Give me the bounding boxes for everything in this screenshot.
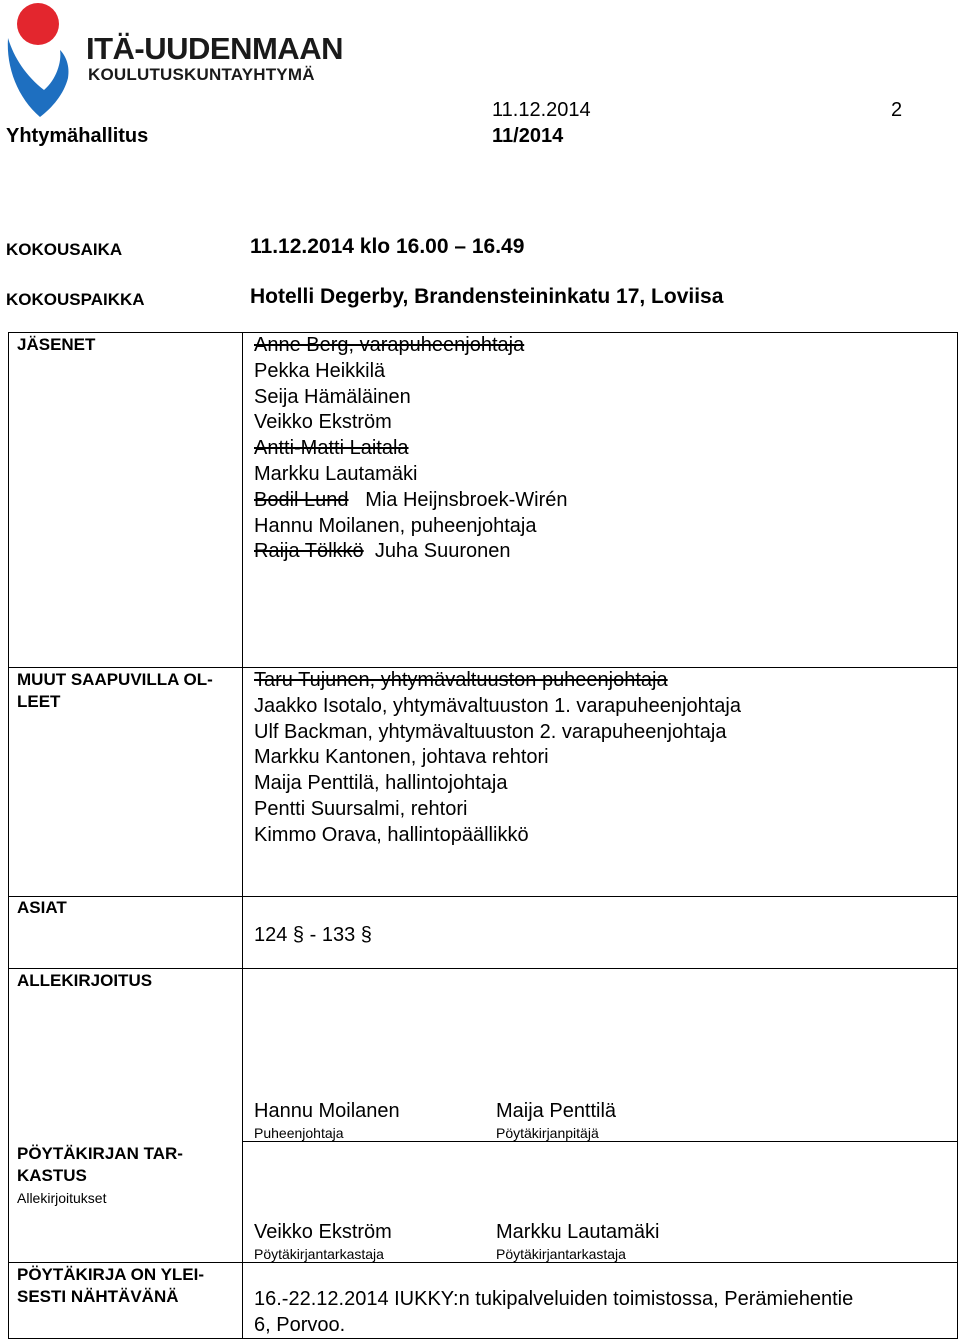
member-row: Veikko Ekström	[254, 411, 392, 434]
organization-logo-icon	[4, 0, 74, 122]
meeting-time-value: 11.12.2014 klo 16.00 – 16.49	[250, 235, 525, 258]
member-struck-name: Bodil Lund	[254, 488, 349, 511]
reviewer2-name: Markku Lautamäki	[496, 1221, 660, 1243]
review-label: PÖYTÄKIRJAN TAR- KASTUS Allekirjoitukset	[17, 1143, 183, 1209]
members-label: JÄSENET	[17, 335, 96, 354]
reviewer1-role: Pöytäkirjantarkastaja	[254, 1246, 384, 1262]
reviewer2-role: Pöytäkirjantarkastaja	[496, 1246, 626, 1262]
meeting-place-value: Hotelli Degerby, Brandensteininkatu 17, Loviisa	[250, 285, 724, 308]
page-number: 2	[891, 99, 903, 121]
member-row	[254, 333, 567, 359]
member-row	[254, 488, 567, 514]
member-row	[254, 436, 567, 462]
member-row	[254, 539, 567, 565]
logo-line1: ITÄ-UUDENMAAN	[86, 31, 343, 66]
document-number: 11/2014	[492, 125, 564, 147]
matters-label: ASIAT	[17, 898, 67, 917]
member-struck-name: Raija Tölkkö	[254, 540, 364, 563]
member-row: Hannu Moilanen, puheenjohtaja	[254, 514, 537, 537]
attendee-row: Maija Penttilä, hallintojohtaja	[254, 772, 508, 795]
members-list	[254, 333, 567, 565]
substitute-name: Juha Suuronen	[374, 540, 511, 563]
others-present-label: MUUT SAAPUVILLA OL- LEET	[17, 670, 213, 711]
attendee-row: Pentti Suursalmi, rehtori	[254, 797, 468, 820]
header-date: 11.12.2014	[492, 99, 591, 121]
member-row: Pekka Heikkilä	[254, 359, 386, 382]
attendee-struck-name: Taru Tujunen, yhtymävaltuuston puheenjohtaja	[254, 669, 668, 691]
member-row: Markku Lautamäki	[254, 462, 418, 485]
logo-line2: KOULUTUSKUNTAYHTYMÄ	[88, 65, 315, 84]
signature-label: ALLEKIRJOITUS	[17, 971, 153, 990]
secretary-name: Maija Penttilä	[496, 1100, 617, 1122]
member-row: Seija Hämäläinen	[254, 385, 411, 408]
matters-value: 124 § - 133 §	[254, 924, 372, 946]
attendee-row: Kimmo Orava, hallintopäällikkö	[254, 823, 529, 846]
review-sublabel: Allekirjoitukset	[17, 1190, 107, 1206]
chair-role: Puheenjohtaja	[254, 1125, 344, 1141]
meeting-time-label: KOKOUSAIKA	[6, 240, 123, 259]
public-display-label: PÖYTÄKIRJA ON YLEI- SESTI NÄHTÄVÄNÄ	[17, 1265, 205, 1306]
others-present-list	[254, 668, 741, 849]
organ-name: Yhtymähallitus	[6, 125, 149, 147]
attendee-row: Jaakko Isotalo, yhtymävaltuuston 1. varapuheenjohtaja	[254, 694, 741, 717]
substitute-name: Mia Heijnsbroek-Wirén	[365, 488, 568, 511]
member-struck-name: Antti-Matti Laitala	[254, 437, 409, 460]
public-display-value: 16.-22.12.2014 IUKKY:n tukipalveluiden toimistossa, Perämiehentie 6, Porvoo.	[254, 1288, 854, 1336]
secretary-role: Pöytäkirjanpitäjä	[496, 1125, 599, 1141]
meeting-place-label: KOKOUSPAIKKA	[6, 290, 145, 309]
attendee-row: Ulf Backman, yhtymävaltuuston 2. varapuheenjohtaja	[254, 720, 727, 743]
chair-name: Hannu Moilanen	[254, 1100, 400, 1122]
reviewer1-name: Veikko Ekström	[254, 1221, 392, 1243]
attendee-row: Markku Kantonen, johtava rehtori	[254, 746, 549, 769]
attendee-row	[254, 668, 741, 694]
member-struck-name: Anne Berg, varapuheenjohtaja	[254, 334, 525, 356]
